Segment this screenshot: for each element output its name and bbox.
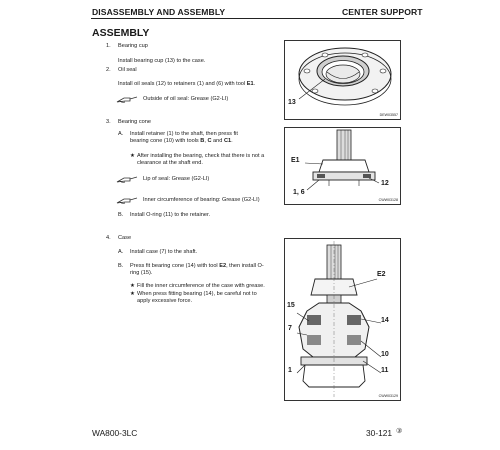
step-3a-line-1: Install retainer (1) to the shaft, then press fit [130, 131, 238, 137]
bearing-cup-illustration [285, 41, 400, 119]
step-3a-line-2: bearing cone (10) with tools B, C and C1. [130, 138, 233, 144]
star-bullet-icon: ★ [130, 291, 136, 297]
callout-13: 13 [288, 99, 296, 106]
figure-caption: CWW03129 [378, 394, 398, 398]
callout-12: 12 [381, 180, 389, 187]
figure-bearing-cone [284, 127, 401, 205]
step-4-number: 4. [106, 235, 111, 241]
figure-caption: DEW03557 [379, 113, 398, 117]
step-4a-text: Install case (7) to the shaft. [130, 249, 198, 255]
callout-1-6: 1, 6 [293, 189, 305, 196]
callout-e2: E2 [377, 271, 386, 278]
grease-gun-icon [116, 175, 138, 184]
header-rule [91, 18, 404, 19]
callout-15: 15 [287, 302, 295, 309]
callout-14: 14 [381, 317, 389, 324]
step-3a-grease-1: Lip of seal: Grease (G2-LI) [143, 176, 210, 182]
step-4a-letter: A. [118, 249, 124, 255]
figure-case [284, 238, 401, 401]
grease-gun-icon [116, 196, 138, 205]
callout-1: 1 [288, 367, 292, 374]
step-4b-note-2a: When press fitting bearing (14), be careful not to [137, 291, 257, 297]
step-2-body: Install oil seals (12) to retainers (1) and (6) with tool E1. [118, 81, 256, 87]
step-3a-note-1: After installing the bearing, check that there is not a [137, 153, 265, 159]
step-1-title: Bearing cup [118, 43, 148, 49]
step-4b-note-2b: apply excessive force. [137, 298, 193, 304]
header-right: CENTER SUPPORT [342, 7, 423, 17]
step-4-title: Case [118, 235, 132, 241]
callout-e1: E1 [291, 157, 300, 164]
step-2-title: Oil seal [118, 67, 137, 73]
grease-gun-icon [116, 95, 138, 104]
step-3a-grease-2: Inner circumference of bearing: Grease (G2-LI) [143, 197, 260, 203]
step-2-grease: Outside of oil seal: Grease (G2-LI) [143, 96, 229, 102]
footer-model: WA800-3LC [92, 428, 138, 438]
step-4b-line-1: Press fit bearing cone (14) with tool E2, then install O- [130, 263, 264, 269]
header-left: DISASSEMBLY AND ASSEMBLY [92, 7, 226, 17]
star-bullet-icon: ★ [130, 153, 136, 159]
callout-10: 10 [381, 351, 389, 358]
step-4b-note-1: Fill the inner circumference of the case with grease. [137, 283, 265, 289]
step-3a-letter: A. [118, 131, 124, 137]
footer-revision-mark: ③ [396, 428, 403, 435]
step-3-number: 3. [106, 119, 111, 125]
step-3a-note-2: clearance at the shaft end. [137, 160, 203, 166]
step-3b-text: Install O-ring (11) to the retainer. [130, 212, 211, 218]
callout-7: 7 [288, 325, 292, 332]
step-1-number: 1. [106, 43, 111, 49]
step-3-title: Bearing cone [118, 119, 151, 125]
step-4b-line-2: ring (15). [130, 270, 153, 276]
step-4b-letter: B. [118, 263, 124, 269]
step-3b-letter: B. [118, 212, 124, 218]
star-bullet-icon: ★ [130, 283, 136, 289]
footer-page: 30-121 [366, 428, 393, 438]
figure-bearing-cup [284, 40, 401, 120]
figure-caption: CWW03128 [378, 198, 398, 202]
section-title: ASSEMBLY [92, 27, 150, 39]
step-2-number: 2. [106, 67, 111, 73]
step-1-body: Install bearing cup (13) to the case. [118, 58, 206, 64]
callout-11: 11 [381, 367, 389, 374]
